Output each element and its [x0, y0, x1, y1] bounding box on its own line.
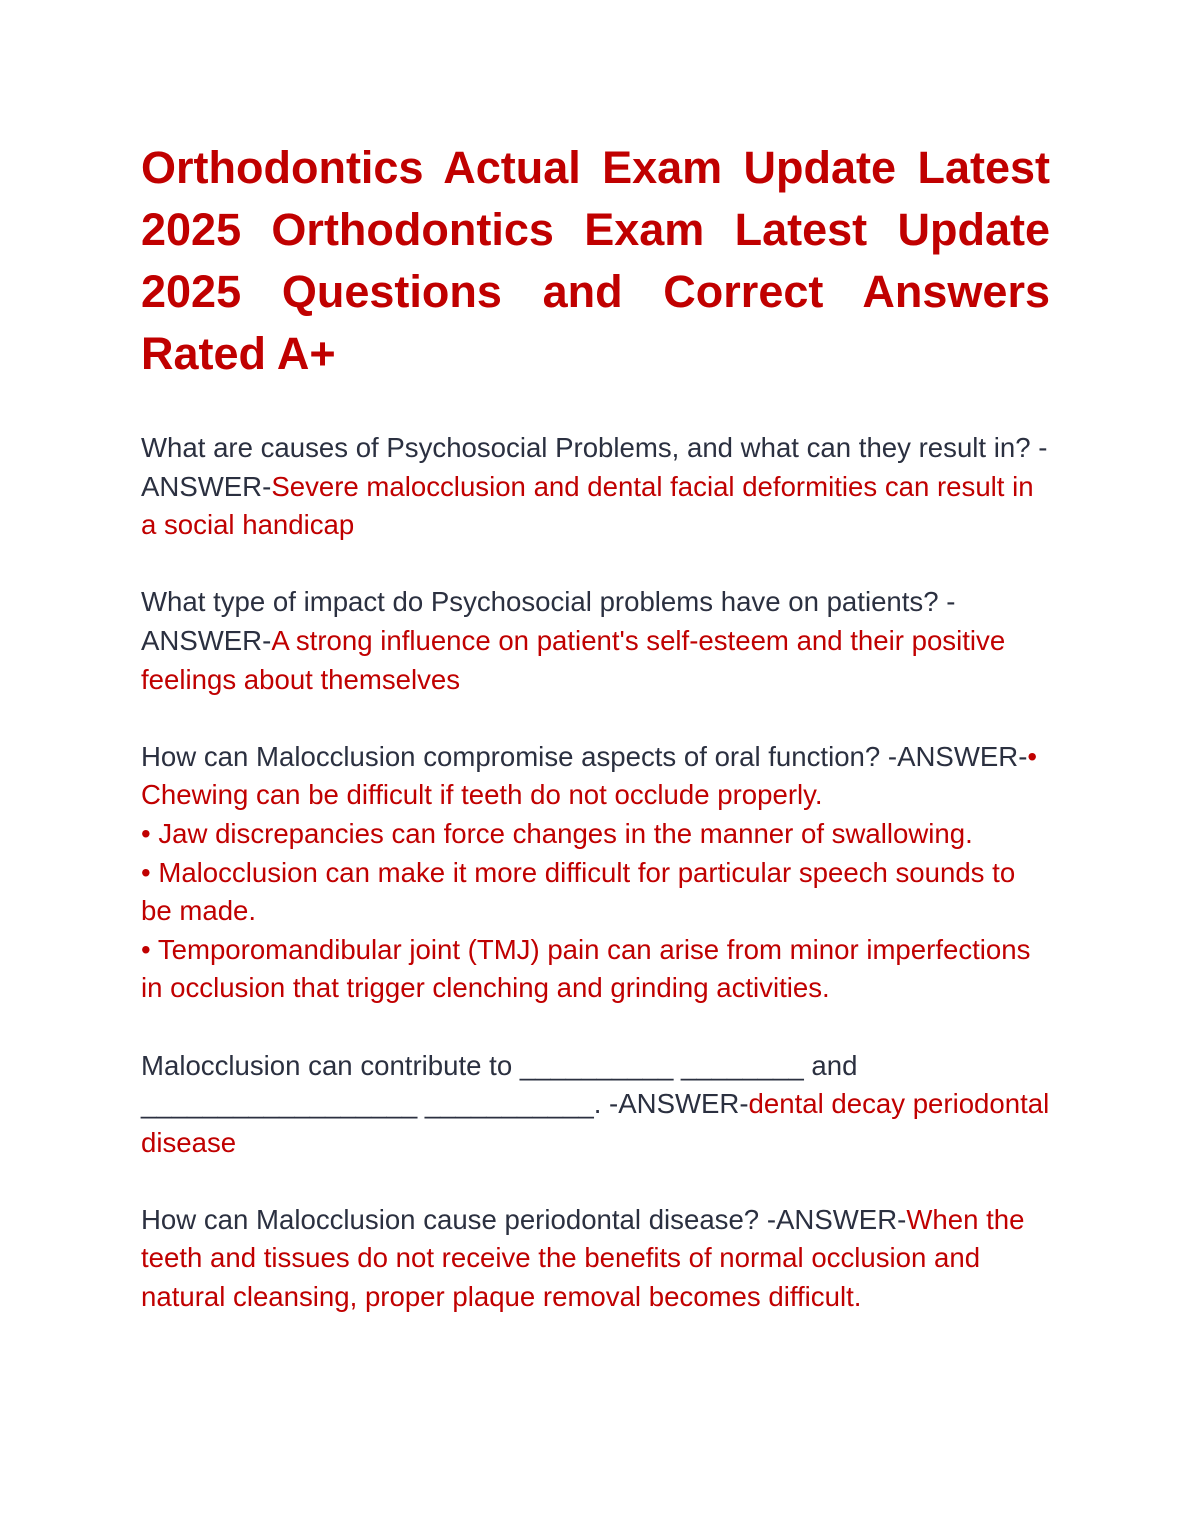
qa-item-psychosocial-causes — [141, 429, 1050, 545]
answer-marker: -ANSWER- — [141, 586, 956, 656]
question-text: What type of impact do Psychosocial problems have on patients? — [141, 586, 947, 618]
qa-item-periodontal-disease — [141, 1201, 1050, 1317]
document-title: Orthodontics Actual Exam Update Latest 2025 Orthodontics Exam Latest Update 2025 Questions and Correct Answers Rated A+ — [141, 142, 1050, 379]
qa-item-psychosocial-impact — [141, 583, 1050, 699]
answer-bullet-speech: • Malocclusion can make it more difficult for particular speech sounds to be made. — [141, 856, 1016, 927]
question-text: What are causes of Psychosocial Problems, and what can they result in? — [141, 432, 1039, 463]
qa-item-malocclusion-contribute — [141, 1047, 1050, 1163]
answer-bullet-chewing: • Chewing can be difficult if teeth do not occlude properly. — [141, 740, 1038, 811]
answer-marker: -ANSWER- — [609, 1088, 749, 1120]
answer-bullet-swallowing: • Jaw discrepancies can force changes in the manner of swallowing. — [141, 817, 973, 849]
document-page — [141, 137, 1050, 1355]
answer-text: dental decay periodontal disease — [141, 1088, 1050, 1158]
question-text: How can Malocclusion compromise aspects of oral function? — [141, 740, 888, 772]
qa-item-oral-function — [141, 738, 1050, 1008]
answer-text: A strong influence on patient's self-esteem and their positive feelings about themselves — [141, 624, 1006, 695]
answer-bullet-tmj: • Temporomandibular joint (TMJ) pain can arise from minor imperfections in occlusion that trigger clenching and grinding activities. — [141, 933, 1031, 1004]
answer-text: When the teeth and tissues do not receive the benefits of normal occlusion and natural cleansing, proper plaque removal becomes difficult. — [141, 1203, 1025, 1313]
answer-marker: -ANSWER- — [887, 740, 1028, 772]
qa-list — [141, 429, 1050, 1317]
question-text: Malocclusion can contribute to __________ ________ and __________________ ___________. — [141, 1049, 858, 1120]
answer-text: Severe malocclusion and dental facial deformities can result in a social handicap — [141, 470, 1034, 541]
question-text: How can Malocclusion cause periodontal disease? — [141, 1203, 767, 1235]
answer-marker: -ANSWER- — [141, 432, 1048, 502]
answer-marker: -ANSWER- — [766, 1203, 907, 1235]
